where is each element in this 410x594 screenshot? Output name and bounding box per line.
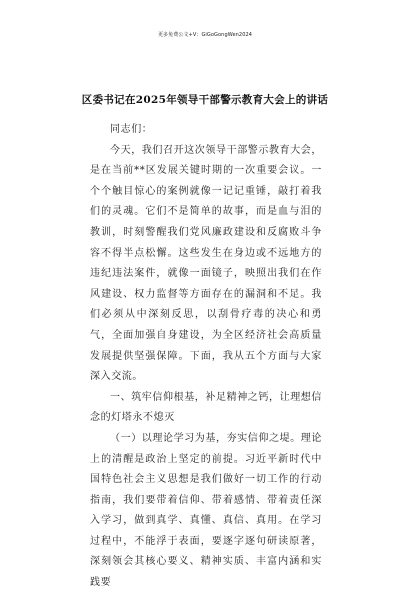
document-body — [90, 114, 322, 594]
paragraph-intro: 今天，我们召开这次领导干部警示教育大会，是在当前**区发展关键时期的一次重要会议。一个个触目惊心的案例就像一记记重锤，敲打着我们的灵魂。它们不是简单的故事，而是血与泪的教训，时刻警醒我们党风廉政建设和反腐败斗争容不得半点松懈。这些发生在身边或不远地方的违纪违法案件，就像一面镜子，映照出我们在作风建设、权力监督等方面存在的漏洞和不足。我们必须从中深刻反思，以刮骨疗毒的决心和勇气，全面加强自身建设，为全区经济社会高质量发展提供坚强保障。下面，我从五个方面与大家深入交流。 — [90, 144, 322, 383]
salutation: 同志们： — [110, 124, 153, 135]
document-title: 区委书记在2025年领导干部警示教育大会上的讲话 — [81, 94, 329, 106]
header-note: 更多免费公文+V：GiGoGongWen2024 — [157, 32, 253, 38]
section-heading-1: 一、筑牢信仰根基，补足精神之钙，让理想信念的灯塔永不熄灭 — [90, 391, 322, 424]
paragraph-section-1-1: （一）以理论学习为基，夯实信仰之堤。理论上的清醒是政治上坚定的前提。习近平新时代中国特色社会主义思想是我们做好一切工作的行动指南，我们要带着信仰、带着感情、带着责任深入学习，做到真学、真懂、真信、真用。在学习过程中，不能浮于表面，要逐字逐句研读原著，深刻领会其核心要义、精神实质、丰富内涵和实践要 — [90, 432, 322, 589]
